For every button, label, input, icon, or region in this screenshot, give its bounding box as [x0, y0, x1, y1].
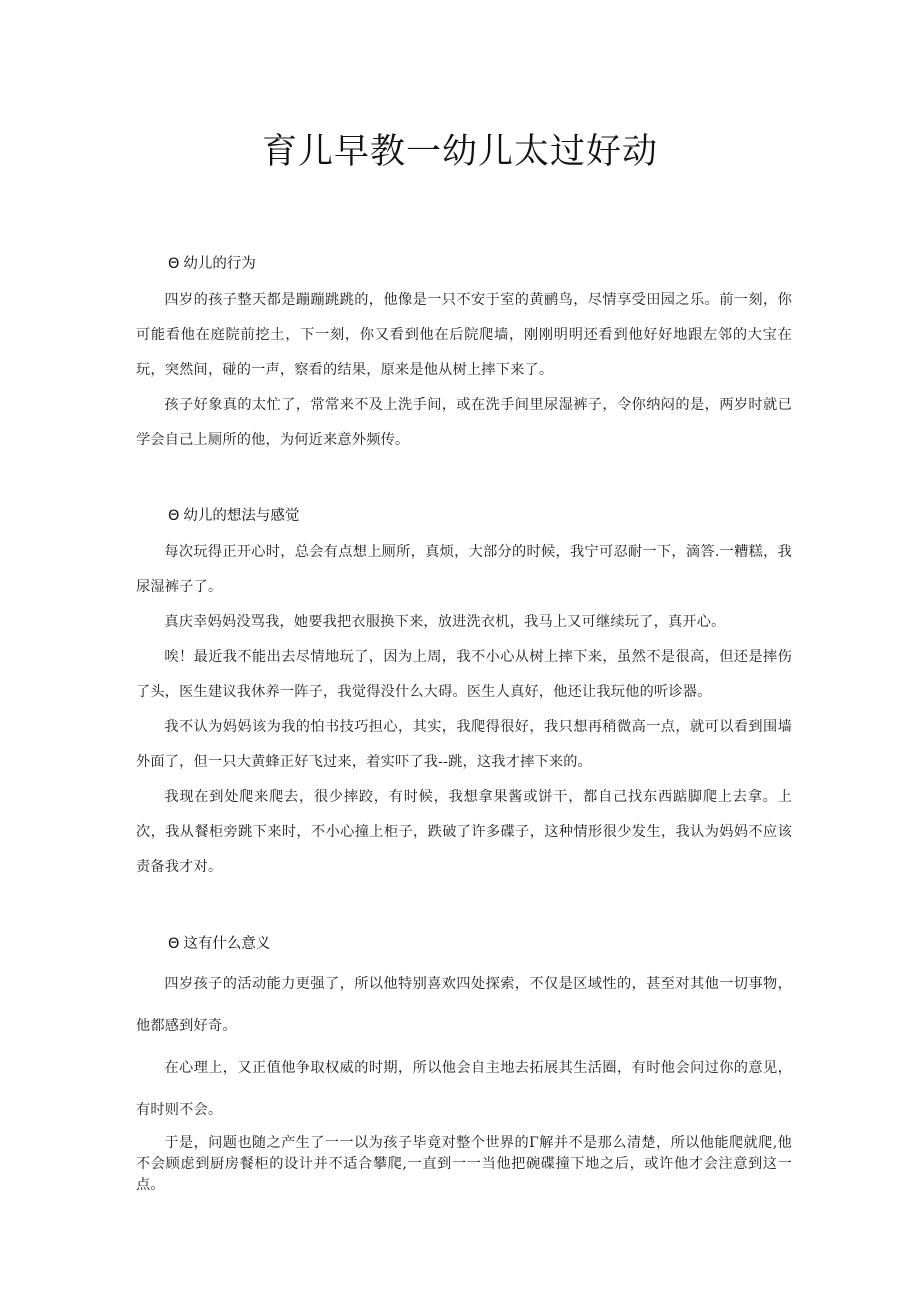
section-heading	[168, 505, 792, 527]
paragraph: 每次玩得正开心时，总会有点想上厕所，真烦，大部分的时候，我宁可忍耐一下，滴答.一糟糕，我尿湿裤子了。	[136, 544, 792, 595]
section-meaning	[136, 933, 792, 1196]
paragraph: 我现在到处爬来爬去，很少摔跤，有时候，我想拿果酱或饼干，都自己找东西踮脚爬上去拿。上次，我从餐柜旁跳下来时，不小心撞上柜子，跌破了许多碟子，这种情形很少发生，我认为妈妈不应该责备我才对。	[136, 789, 792, 875]
paragraph: 唉！最近我不能出去尽情地玩了，因为上周，我不小心从树上摔下来，虽然不是很高，但还是摔伤了头，医生建议我休养一阵子，我觉得没什么大碍。医生人真好，他还让我玩他的听诊器。	[136, 649, 792, 700]
theta-bullet-icon: Θ	[168, 508, 180, 524]
theta-bullet-icon: Θ	[168, 936, 180, 952]
paragraph: 真庆幸妈妈没骂我，她要我把衣服换下来，放进洗衣机，我马上又可继续玩了，真开心。	[164, 614, 726, 630]
page-title: 育儿早教一幼儿太过好动	[261, 132, 658, 172]
section-heading-text: 这有什么意义	[183, 936, 271, 952]
paragraph: 于是，问题也随之产生了一一以为孩子毕竟对整个世界的Γ解并不是那么清楚，所以他能爬就爬,他不会顾虑到厨房餐柜的设计并不适合攀爬,一直到一一当他把碗碟撞下地之后，或许他才会注意到这一点。	[136, 1135, 792, 1193]
section-heading-text: 幼儿的想法与感觉	[183, 508, 300, 524]
paragraph: 四岁孩子的活动能力更强了，所以他特别喜欢四处探索，不仅是区域性的，甚至对其他一切事物，他都感到好奇。	[136, 976, 792, 1034]
section-child-thoughts	[136, 505, 792, 885]
section-heading-text: 幼儿的行为	[183, 256, 256, 272]
paragraph: 我不认为妈妈该为我的怕书技巧担心，其实，我爬得很好，我只想再稍微高一点，就可以看到围墙外面了，但一只大黄蜂正好飞过来，着实吓了我--跳，这我才摔下来的。	[136, 719, 792, 770]
theta-bullet-icon: Θ	[168, 256, 180, 272]
section-child-behavior	[136, 253, 792, 458]
paragraph: 孩子好象真的太忙了，常常来不及上洗手间，或在洗手间里尿湿裤子，令你纳闷的是，两岁时就已学会自己上厕所的他，为何近来意外频传。	[136, 397, 792, 448]
section-heading	[168, 933, 792, 955]
paragraph: 在心理上，又正值他争取权威的时期，所以他会自主地去拓展其生活圈，有时他会问过你的意见，有时则不会。	[136, 1060, 792, 1118]
paragraph: 四岁的孩子整天都是蹦蹦跳跳的，他像是一只不安于室的黄鹂鸟，尽情享受田园之乐。前一刻，你可能看他在庭院前挖土，下一刻，你又看到他在后院爬墙，刚刚明明还看到他好好地跟左邻的大宝在玩，突然间，碰的一声，察看的结果，原来是他从树上摔下来了。	[136, 292, 792, 378]
section-heading	[168, 253, 792, 275]
